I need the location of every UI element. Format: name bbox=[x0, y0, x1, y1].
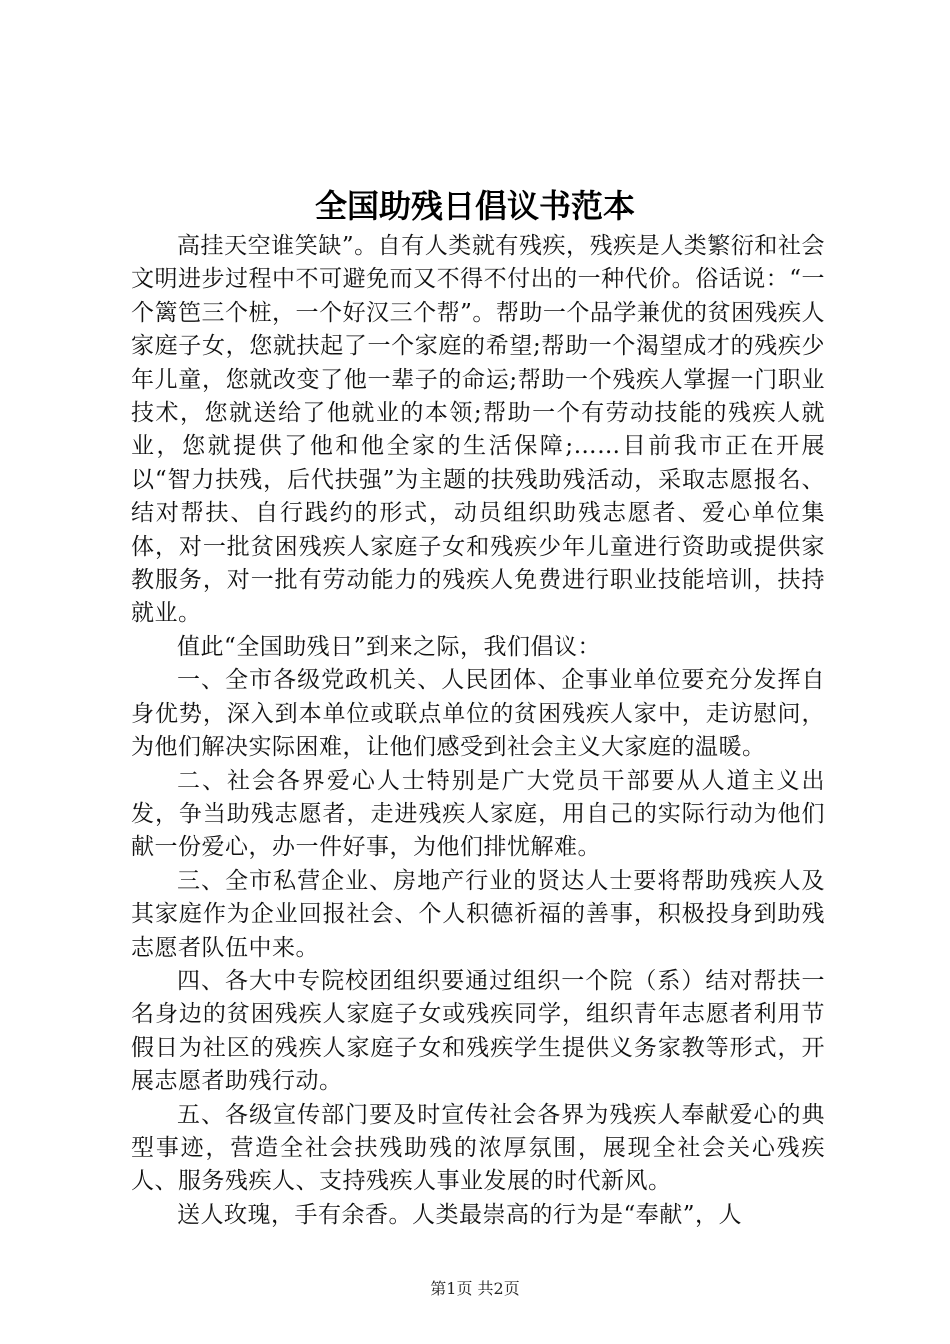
paragraph: 二、社会各界爱心人士特别是广大党员干部要从人道主义出发，争当助残志愿者，走进残疾人家庭，用自己的实际行动为他们献一份爱心，办一件好事，为他们排忧解难。 bbox=[131, 767, 825, 861]
document-body bbox=[131, 230, 825, 1232]
document-title: 全国助残日倡议书范本 bbox=[314, 187, 635, 225]
paragraph: 送人玫瑰，手有余香。人类最崇高的行为是“奉献”，人 bbox=[177, 1201, 743, 1228]
paragraph: 五、各级宣传部门要及时宣传社会各界为残疾人奉献爱心的典型事迹，营造全社会扶残助残的浓厚氛围，展现全社会关心残疾人、服务残疾人、支持残疾人事业发展的时代新风。 bbox=[131, 1101, 825, 1195]
paragraph: 三、全市私营企业、房地产行业的贤达人士要将帮助残疾人及其家庭作为企业回报社会、个人积德祈福的善事，积极投身到助残志愿者队伍中来。 bbox=[131, 867, 825, 961]
paragraph: 四、各大中专院校团组织要通过组织一个院（系）结对帮扶一名身边的贫困残疾人家庭子女或残疾同学，组织青年志愿者利用节假日为社区的残疾人家庭子女和残疾学生提供义务家教等形式，开展志愿者助残行动。 bbox=[131, 967, 825, 1095]
paragraph: 高挂天空谁笑缺”。自有人类就有残疾，残疾是人类繁衍和社会文明进步过程中不可避免而又不得不付出的一种代价。俗话说：“一个篱笆三个桩，一个好汉三个帮”。帮助一个品学兼优的贫困残疾人家庭子女，您就扶起了一个家庭的希望;帮助一个渴望成才的残疾少年儿童，您就改变了他一辈子的命运;帮助一个残疾人掌握一门职业技术，您就送给了他就业的本领;帮助一个有劳动技能的残疾人就业，您就提供了他和他全家的生活保障;……目前我市正在开展以“智力扶残，后代扶强”为主题的扶残助残活动，采取志愿报名、结对帮扶、自行践约的形式，动员组织助残志愿者、爱心单位集体，对一批贫困残疾人家庭子女和残疾少年儿童进行资助或提供家教服务，对一批有劳动能力的残疾人免费进行职业技能培训，扶持就业。 bbox=[131, 233, 825, 627]
paragraph: 值此“全国助残日”到来之际，我们倡议： bbox=[177, 633, 602, 660]
paragraph: 一、全市各级党政机关、人民团体、企事业单位要充分发挥自身优势，深入到本单位或联点单位的贫困残疾人家中，走访慰问，为他们解决实际困难，让他们感受到社会主义大家庭的温暖。 bbox=[131, 667, 825, 761]
page-number: 第1页 共2页 bbox=[430, 1279, 520, 1298]
